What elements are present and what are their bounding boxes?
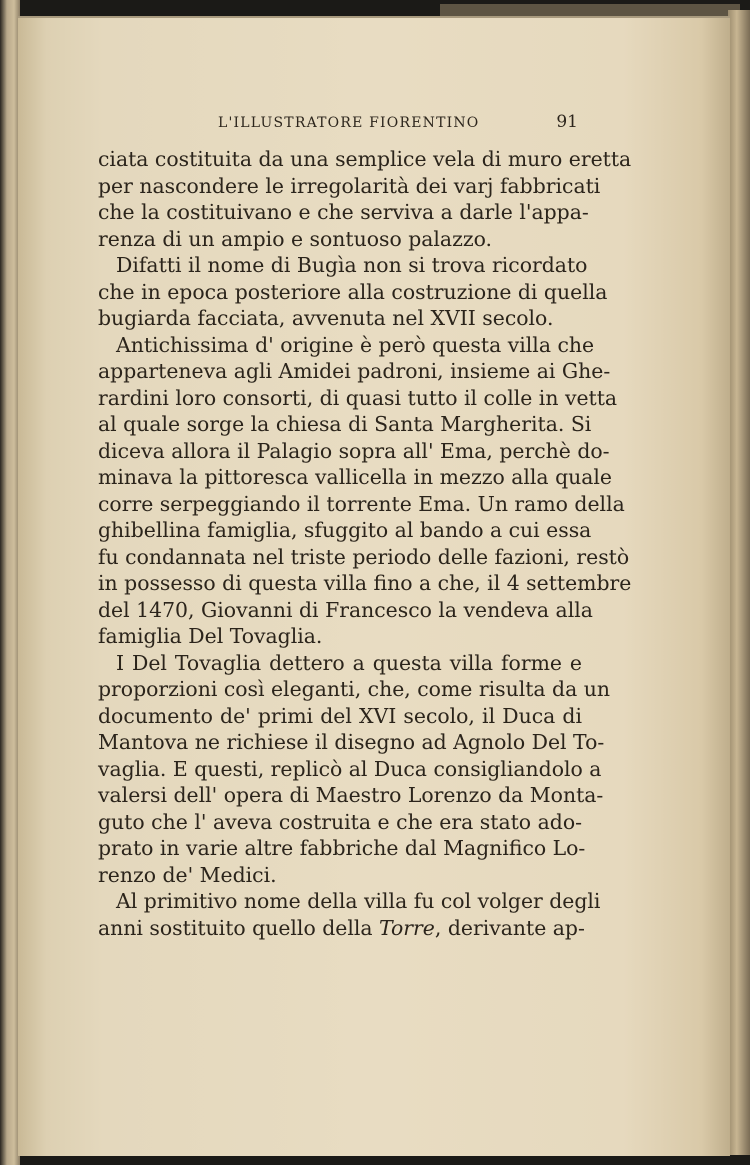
text-run: anni sostituito quello della [98,915,379,940]
page-number: 91 [556,112,578,132]
running-head [98,112,578,136]
text-line: corre serpeggiando il torrente Ema. Un ramo della [98,491,625,516]
text-line: che in epoca posteriore alla costruzione di quella [98,279,608,304]
text-line: bugiarda facciata, avvenuta nel XVII secolo. [98,306,554,330]
text-line: valersi dell' opera di Maestro Lorenzo da Monta- [98,783,604,807]
body-text [92,146,632,941]
text-line: del 1470, Giovanni di Francesco la vendeva alla [98,597,593,622]
text-line: renza di un ampio e sontuoso palazzo. [98,226,492,251]
text-line: renzo de' Medici. [98,862,277,887]
text-line: rardini loro consorti, di quasi tutto il colle in vetta [98,385,618,410]
italic-term-torre: Torre [379,915,435,940]
text-line: Antichissima d' origine è però questa villa che [116,332,595,357]
paragraph-5 [92,888,601,941]
text-line: minava la pittoresca vallicella in mezzo alla quale [98,465,612,489]
text-line: al quale sorge la chiesa di Santa Margherita. Si [98,412,592,436]
text-line: Difatti il nome di Bugìa non si trova ricordato [116,253,588,277]
text-line [92,915,585,942]
page-right-edge [728,10,750,1155]
text-line: documento de' primi del XVI secolo, il Duca di [98,703,582,728]
text-line: diceva allora il Palagio sopra all' Ema, perchè do- [98,438,610,463]
text-line: I Del Tovaglia dettero a questa villa forme e [116,650,582,675]
text-line: Mantova ne richiese il disegno ad Agnolo Del To- [98,730,605,754]
paragraph-1 [92,146,632,252]
running-title: L'ILLUSTRATORE FIORENTINO [218,115,480,131]
text-line: apparteneva agli Amidei padroni, insieme ai Ghe- [98,359,611,383]
text-run: , derivante ap- [434,915,585,940]
text-line: guto che l' aveva costruita e che era stato ado- [98,809,582,834]
text-line: Al primitivo nome della villa fu col volger degli [116,889,601,913]
paragraph-3 [92,332,632,650]
text-line: ciata costituita da una semplice vela di muro eretta [98,147,632,171]
top-edge-shadow [440,4,740,16]
previous-page-edge [0,0,20,1165]
text-line: che la costituivano e che serviva a darle l'appa- [98,200,589,224]
text-line: prato in varie altre fabbriche dal Magnifico Lo- [98,836,586,860]
paragraph-4 [92,650,611,889]
text-line: famiglia Del Tovaglia. [98,624,323,648]
paragraph-2 [92,252,608,332]
text-line: proporzioni così eleganti, che, come risulta da un [98,677,611,701]
text-line: in possesso di questa villa fino a che, il 4 settembre [98,571,632,595]
text-line: per nascondere le irregolarità dei varj fabbricati [98,173,601,198]
text-line: ghibellina famiglia, sfuggito al bando a cui essa [98,518,592,542]
text-line: fu condannata nel triste periodo delle fazioni, restò [98,544,630,569]
text-line: vaglia. E questi, replicò al Duca consigliandolo a [98,756,602,781]
